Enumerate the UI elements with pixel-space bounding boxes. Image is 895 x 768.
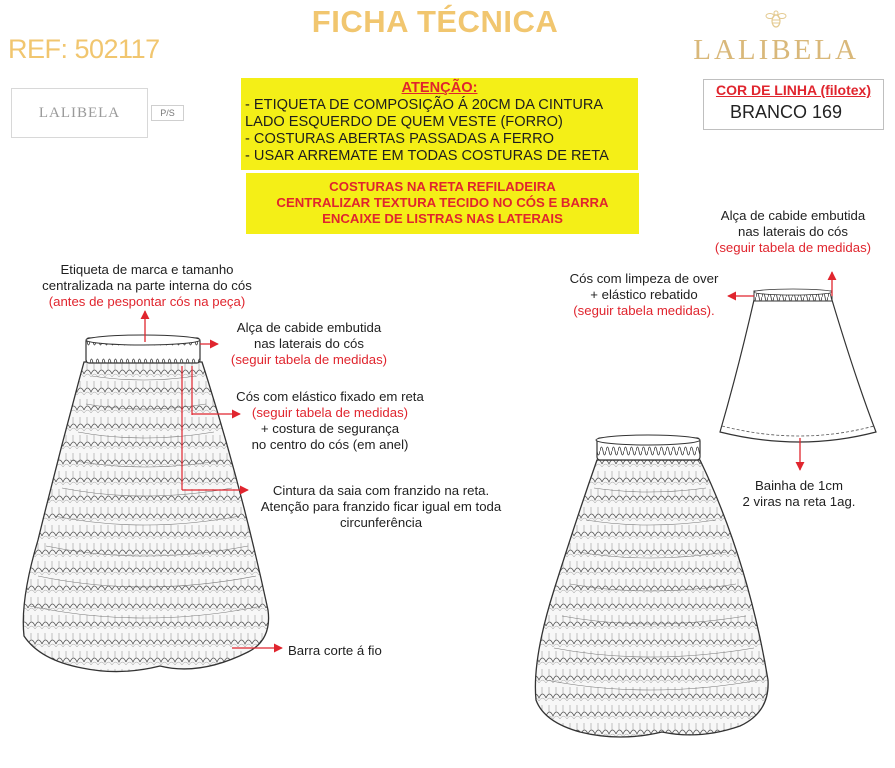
note-line: nas laterais do cós xyxy=(254,336,364,351)
note-line: nas laterais do cós xyxy=(738,224,848,239)
size-tag: P/S xyxy=(151,105,184,121)
note-line: Cós com elástico fixado em reta xyxy=(236,389,424,404)
attention-line: - ETIQUETA DE COMPOSIÇÃO Á 20CM DA CINTURA xyxy=(245,97,604,113)
attention-heading: ATENÇÃO: xyxy=(401,80,478,96)
note-cos-elastico xyxy=(232,389,428,453)
note-etiqueta xyxy=(16,262,278,310)
note-line: Etiqueta de marca e tamanho xyxy=(60,262,234,277)
note-line-red: (seguir tabela de medidas) xyxy=(714,240,872,255)
note-line-red: (seguir tabela de medidas) xyxy=(251,405,409,420)
lining-skirt-drawing xyxy=(720,289,876,442)
note-barra: Barra corte á fio xyxy=(288,643,382,658)
note-line: Bainha de 1cm xyxy=(755,478,843,493)
note-cintura xyxy=(238,483,524,531)
thread-color-heading: COR DE LINHA (filotex) xyxy=(715,82,872,98)
thread-color-value: BRANCO 169 xyxy=(730,102,843,122)
note-bainha xyxy=(726,478,872,510)
note-line: Alça de cabide embutida xyxy=(236,320,382,335)
attention-line: - COSTURAS ABERTAS PASSADAS A FERRO xyxy=(245,131,554,147)
brand-logo: LALIBELA xyxy=(693,34,859,66)
attention-line: - USAR ARREMATE EM TODAS COSTURAS DE RETA xyxy=(245,148,609,164)
instruction-line: CENTRALIZAR TEXTURA TECIDO NO CÓS E BARRA xyxy=(276,195,609,210)
instruction-line: ENCAIXE DE LISTRAS NAS LATERAIS xyxy=(322,211,563,226)
note-line: circunferência xyxy=(339,515,423,530)
note-line: no centro do cós (em anel) xyxy=(251,437,409,452)
note-line: 2 viras na reta 1ag. xyxy=(742,494,856,509)
front-skirt-drawing xyxy=(23,335,268,672)
note-alca-lining xyxy=(700,208,886,256)
attention-line: LADO ESQUERDO DE QUEM VESTE (FORRO) xyxy=(245,114,563,130)
instruction-line: COSTURAS NA RETA REFILADEIRA xyxy=(329,179,556,194)
note-line: + costura de segurança xyxy=(260,421,400,436)
note-cos-limpeza xyxy=(556,271,732,319)
note-line-red: (seguir tabela de medidas) xyxy=(230,352,388,367)
reference-code: REF: 502117 xyxy=(8,34,160,64)
note-line-red: (seguir tabela medidas). xyxy=(573,303,715,318)
note-line-red: (antes de pespontar cós na peça) xyxy=(48,294,246,309)
note-line: Alça de cabide embutida xyxy=(720,208,866,223)
page-title: FICHA TÉCNICA xyxy=(311,4,559,39)
note-alca-front xyxy=(214,320,404,368)
note-line: + elástico rebatido xyxy=(590,287,698,302)
note-line: Cós com limpeza de over xyxy=(569,271,719,286)
label-tag-brand: LALIBELA xyxy=(38,105,121,121)
note-line: centralizada na parte interna do cós xyxy=(42,278,252,293)
note-line: Atenção para franzido ficar igual em toda xyxy=(260,499,502,514)
note-line: Cintura da saia com franzido na reta. xyxy=(272,483,490,498)
